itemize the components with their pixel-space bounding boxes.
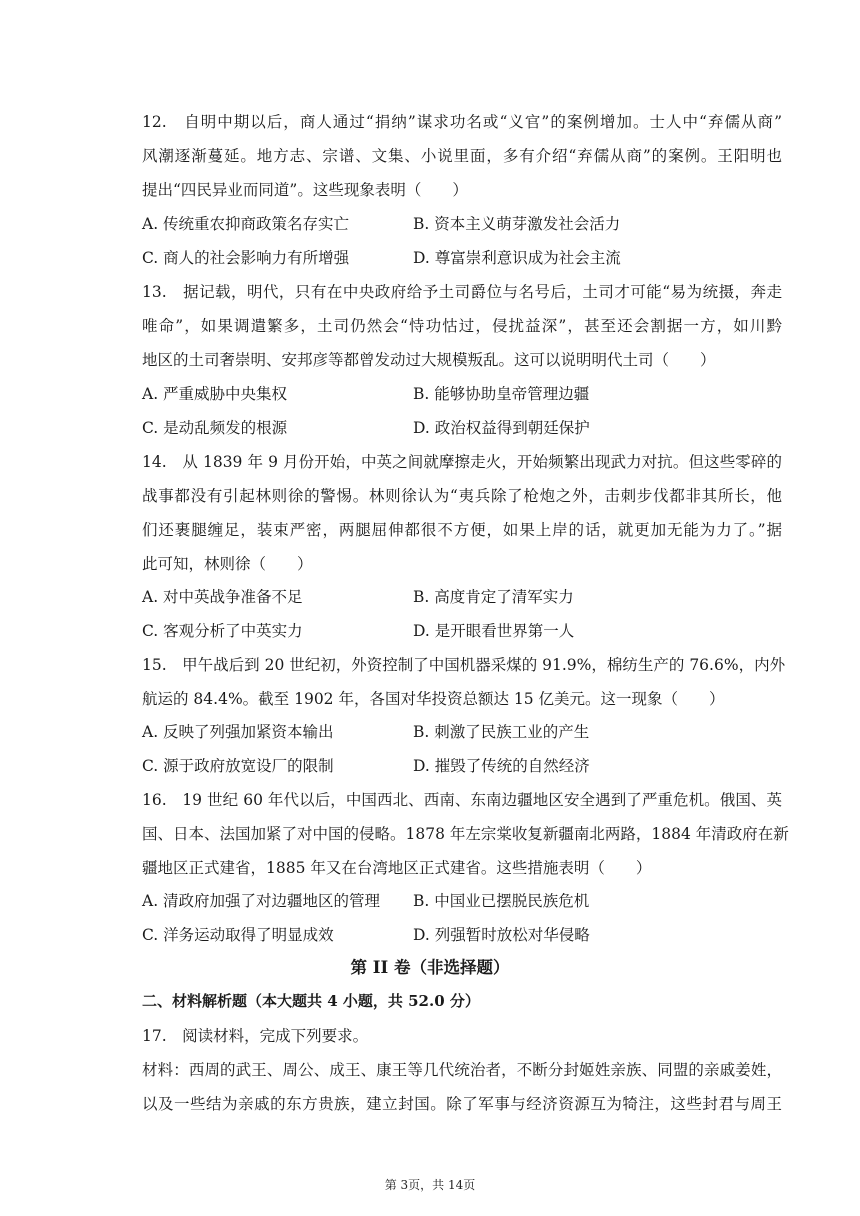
q16-line-3: 疆地区正式建省，1885 年又在台湾地区正式建省。这些措施表明（ ） bbox=[142, 859, 652, 877]
q16-line-2: 国、日本、法国加紧了对中国的侵略。1878 年左宗棠收复新疆南北两路，1884 年清政府在新 bbox=[142, 825, 789, 843]
q13-option-b: B. 能够协助皇帝管理边疆 bbox=[413, 385, 590, 403]
q15-option-b: B. 刺激了民族工业的产生 bbox=[413, 723, 590, 741]
q14-line-3: 们还裹腿缠足，装束严密，两腿屈伸都很不方便，如果上岸的话，就更加无能为力了。”据 bbox=[142, 521, 782, 539]
q13-option-a: A. 严重威胁中央集权 bbox=[142, 385, 288, 403]
q14-line-1: 14. 从 1839 年 9 月份开始，中英之间就摩擦走火，开始频繁出现武力对抗。但这些零碎的 bbox=[142, 453, 782, 471]
q17-material-line-2: 以及一些结为亲戚的东方贵族，建立封国。除了军事与经济资源互为犄注，这些封君与周王 bbox=[142, 1095, 782, 1113]
q12-option-b: B. 资本主义萌芽激发社会活力 bbox=[413, 215, 621, 233]
q15-line-1: 15. 甲午战后到 20 世纪初，外资控制了中国机器采煤的 91.9%，棉纺生产的 76.6%，内外 bbox=[142, 656, 786, 674]
q14-option-a: A. 对中英战争准备不足 bbox=[142, 588, 303, 606]
q16-option-a: A. 清政府加强了对边疆地区的管理 bbox=[142, 892, 381, 910]
q15-option-c: C. 源于政府放宽设厂的限制 bbox=[142, 757, 334, 775]
q12-line-2: 风潮逐渐蔓延。地方志、宗谱、文集、小说里面，多有介绍“弃儒从商”的案例。王阳明也 bbox=[142, 147, 782, 165]
q14-option-c: C. 客观分析了中英实力 bbox=[142, 622, 303, 640]
q12-option-c: C. 商人的社会影响力有所增强 bbox=[142, 249, 350, 267]
q17-intro: 17. 阅读材料，完成下列要求。 bbox=[142, 1027, 369, 1045]
q15-option-d: D. 摧毁了传统的自然经济 bbox=[413, 757, 590, 775]
q16-option-c: C. 洋务运动取得了明显成效 bbox=[142, 926, 334, 944]
q14-line-4: 此可知，林则徐（ ） bbox=[142, 555, 313, 573]
q12-option-d: D. 尊富崇利意识成为社会主流 bbox=[413, 249, 621, 267]
q13-line-2: 唯命”，如果调遣繁多，土司仍然会“恃功怙过，侵扰益深”，甚至还会割据一方，如川黔 bbox=[142, 317, 782, 335]
section-title: 第 II 卷（非选择题） bbox=[350, 958, 510, 977]
q16-option-b: B. 中国业已摆脱民族危机 bbox=[413, 892, 590, 910]
q17-material-line-1: 材料：西周的武王、周公、成王、康王等几代统治者，不断分封姬姓亲族、同盟的亲戚姜姓， bbox=[142, 1061, 782, 1079]
q15-option-a: A. 反映了列强加紧资本输出 bbox=[142, 723, 334, 741]
q14-option-b: B. 高度肯定了清军实力 bbox=[413, 588, 574, 606]
q13-option-c: C. 是动乱频发的根源 bbox=[142, 419, 288, 437]
q14-option-d: D. 是开眼看世界第一人 bbox=[413, 622, 575, 640]
q12-line-3: 提出“四民异业而同道”。这些现象表明（ ） bbox=[142, 181, 468, 199]
q15-line-2: 航运的 84.4%。截至 1902 年，各国对华投资总额达 15 亿美元。这一现象（ ） bbox=[142, 690, 725, 708]
q12-option-a: A. 传统重农抑商政策名存实亡 bbox=[142, 215, 350, 233]
page-footer: 第 3页，共 14页 bbox=[384, 1178, 476, 1192]
q16-option-d: D. 列强暂时放松对华侵略 bbox=[413, 926, 590, 944]
q14-line-2: 战事都没有引起林则徐的警惕。林则徐认为“夷兵除了枪炮之外，击刺步伐都非其所长，他 bbox=[142, 487, 782, 505]
q13-option-d: D. 政治权益得到朝廷保护 bbox=[413, 419, 590, 437]
q12-line-1: 12. 自明中期以后，商人通过“捐纳”谋求功名或“义官”的案例增加。士人中“弃儒从商” bbox=[142, 113, 782, 131]
q13-line-1: 13. 据记载，明代，只有在中央政府给予土司爵位与名号后，土司才可能“易为统摄，奔走 bbox=[142, 283, 782, 301]
q13-line-3: 地区的土司奢崇明、安邦彦等都曾发动过大规模叛乱。这可以说明明代土司（ ） bbox=[142, 351, 716, 369]
q16-line-1: 16. 19 世纪 60 年代以后，中国西北、西南、东南边疆地区安全遇到了严重危机。俄国、英 bbox=[142, 791, 782, 809]
part-title: 二、材料解析题（本大题共 4 小题，共 52.0 分） bbox=[142, 992, 480, 1010]
